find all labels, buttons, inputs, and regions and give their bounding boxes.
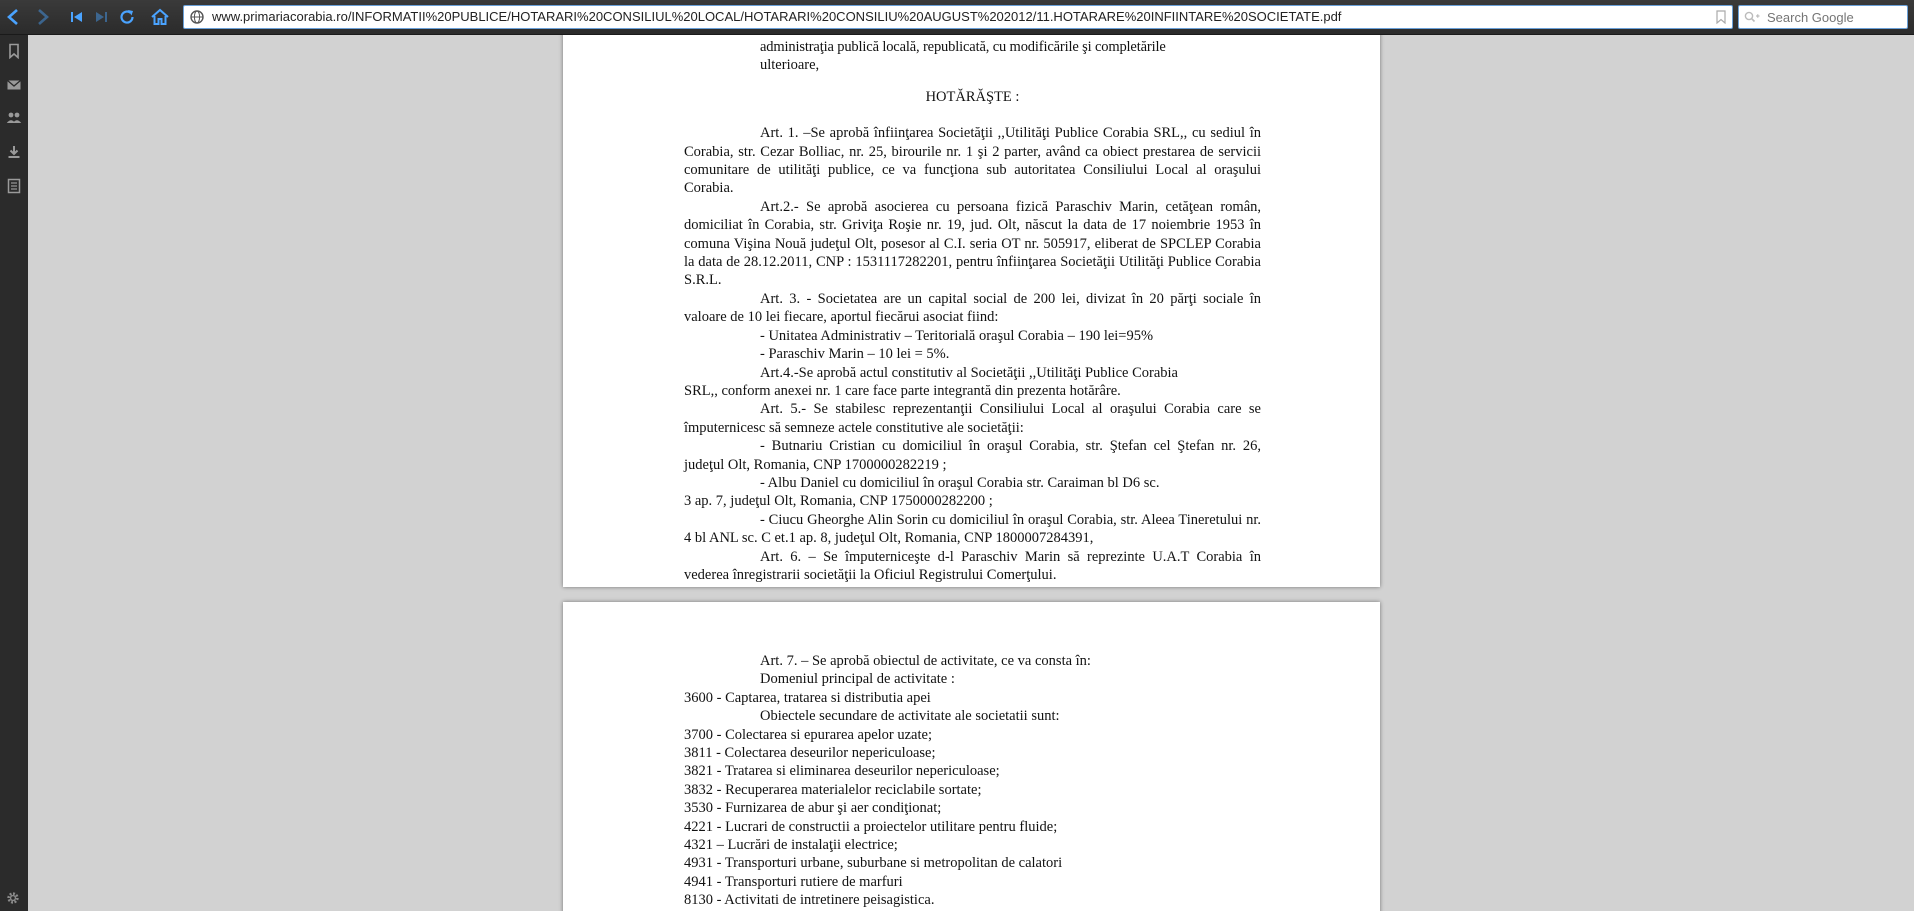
back-button[interactable] xyxy=(2,5,24,29)
first-page-button[interactable] xyxy=(66,5,88,29)
activity-item: 4221 - Lucrari de constructii a proiectelor utilitare pentru fluide; xyxy=(684,818,1058,835)
pdf-viewer[interactable] xyxy=(28,35,1914,911)
article-6: Art. 6. – Se împuterniceşte d-l Paraschiv Marin să reprezinte U.A.T Corabia în vederea înregistrarii societăţii la Oficiul Registrului Comerţului. xyxy=(684,548,1261,583)
address-bar[interactable] xyxy=(183,5,1733,29)
page-1-fragment: administraţia publică locală, republicată, cu modificările şi completările xyxy=(760,39,1166,55)
globe-icon xyxy=(190,10,204,24)
search-box[interactable] xyxy=(1738,5,1908,29)
home-icon xyxy=(150,8,170,26)
article-2: Art.2.- Se aprobă asocierea cu persoana fizică Paraschiv Marin, cetăţean român, domiciliat în Corabia, str. Griviţa Roşie nr. 19, jud. Olt, născut la data de 17 noiembrie 1953 în comuna Vişina Nouă judeţul Olt, posesor al C.I. seria OT nr. 505917, eliberat de SPCLEP Corabia la data de 28.12.2011, CNP : 1531117282201, pentru înfiinţarea Societăţii Utilităţi Publice Corabia S.R.L. xyxy=(684,198,1261,289)
pdf-page-2 xyxy=(563,602,1380,911)
representative-item: 3 ap. 7, judeţul Olt, Romania, CNP 1750000282200 ; xyxy=(684,493,993,510)
page-1-fragment: ulterioare, xyxy=(760,57,820,74)
search-icon xyxy=(1744,11,1760,24)
activity-item: 3700 - Colectarea si epurarea apelor uzate; xyxy=(684,726,932,743)
home-button[interactable] xyxy=(149,5,171,29)
mail-icon[interactable] xyxy=(6,77,22,93)
reload-button[interactable] xyxy=(116,5,138,29)
article-7: Art. 7. – Se aprobă obiectul de activitate, ce va consta în: xyxy=(760,653,1091,669)
article-3: Art. 3. - Societatea are un capital social de 200 lei, divizat în 20 părţi sociale în valoare de 10 lei fiecare, aportul fiecărui asociat fiind: xyxy=(684,290,1261,326)
article-5: Art. 5.- Se stabilesc reprezentanţii Consiliului Local al oraşului Corabia care se împuternicesc să semneze actele constitutive ale societăţii: xyxy=(684,401,1261,436)
article-4: SRL,, conform anexei nr. 1 care face parte integrantă din prezenta hotărâre. xyxy=(684,382,1121,399)
notes-icon[interactable] xyxy=(6,178,22,194)
activity-item: 4941 - Transporturi rutiere de marfuri xyxy=(684,873,903,890)
article-3-item: - Unitatea Administrativ – Teritorială oraşul Corabia – 190 lei=95% xyxy=(760,327,1154,344)
last-page-button[interactable] xyxy=(90,5,112,29)
skip-back-icon xyxy=(70,10,84,24)
forward-arrow-icon xyxy=(36,8,50,26)
activity-item: 3811 - Colectarea deseurilor nepericuloase; xyxy=(684,745,936,762)
article-1: Art. 1. –Se aprobă înfiinţarea Societăţii ,,Utilităţi Publice Corabia SRL,, cu sediul în Corabia, str. Cezar Bolliac, nr. 25, birourile nr. 1 şi 2 parter, având ca obiect prestarea de servicii comunitare de utilităţi publice, ce va funcţiona sub autoritatea Consiliului Local al oraşului Corabia. xyxy=(684,125,1261,197)
activity-item: 4931 - Transporturi urbane, suburbane si metropolitan de calatori xyxy=(684,855,1063,872)
settings-icon[interactable] xyxy=(6,891,20,905)
activity-item: 3832 - Recuperarea materialelor reciclabile sortate; xyxy=(684,781,982,798)
activity-item: 4321 – Lucrări de instalaţii electrice; xyxy=(684,837,898,854)
download-icon[interactable] xyxy=(6,144,22,160)
article-3-item: - Paraschiv Marin – 10 lei = 5%. xyxy=(760,346,950,363)
activity-item: 3530 - Furnizarea de abur şi aer condiţionat; xyxy=(684,800,942,817)
main-domain-title: Domeniul principal de activitate : xyxy=(760,671,955,688)
search-input[interactable] xyxy=(1767,8,1902,26)
article-4: Art.4.-Se aprobă actul constitutiv al Societăţii ,,Utilităţi Publice Corabia xyxy=(760,364,1178,381)
representative-item: - Butnariu Cristian cu domiciliul în oraşul Corabia, str. Ştefan cel Ştefan nr. 26, judeţul Olt, Romania, CNP 1700000282219 ; xyxy=(684,438,1261,473)
address-bar-url[interactable]: www.primariacorabia.ro/INFORMATII%20PUBLICE/HOTARARI%20CONSILIUL%20LOCAL/HOTARARI%20CONSILIU%20AUGUST%202012/11.HOTARARE%20INFIINTARE%20SOCIETATE.pdf xyxy=(212,9,1342,24)
reload-icon xyxy=(118,8,136,26)
activity-item: 8130 - Activitati de intretinere peisagistica. xyxy=(684,892,935,909)
main-domain: 3600 - Captarea, tratarea si distributia apei xyxy=(684,689,931,706)
representative-item: - Ciucu Gheorghe Alin Sorin cu domiciliul în oraşul Corabia, str. Aleea Tineretului nr. 4 bl ANL sc. C et.1 ap. 8, judeţul Olt, Romania, CNP 1800007284391, xyxy=(684,511,1261,547)
secondary-title: Obiectele secundare de activitate ale societatii sunt: xyxy=(760,708,1060,725)
representative-item: - Albu Daniel cu domiciliul în oraşul Corabia str. Caraiman bl D6 sc. xyxy=(760,474,1160,491)
skip-forward-icon xyxy=(94,10,108,24)
browser-toolbar xyxy=(0,0,1914,35)
bookmark-icon[interactable] xyxy=(6,43,22,59)
pdf-page-1 xyxy=(563,35,1380,587)
contacts-icon[interactable] xyxy=(6,110,22,126)
decision-heading: HOTĂRĂŞTE : xyxy=(925,88,1020,105)
sidebar xyxy=(0,35,28,911)
bookmark-page-icon[interactable] xyxy=(1716,10,1726,24)
page-2-text xyxy=(684,652,1261,910)
activity-item: 3821 - Tratarea si eliminarea deseurilor nepericuloase; xyxy=(684,763,1000,780)
back-arrow-icon xyxy=(6,8,20,26)
page-1-text xyxy=(684,38,1261,584)
forward-button[interactable] xyxy=(32,5,54,29)
